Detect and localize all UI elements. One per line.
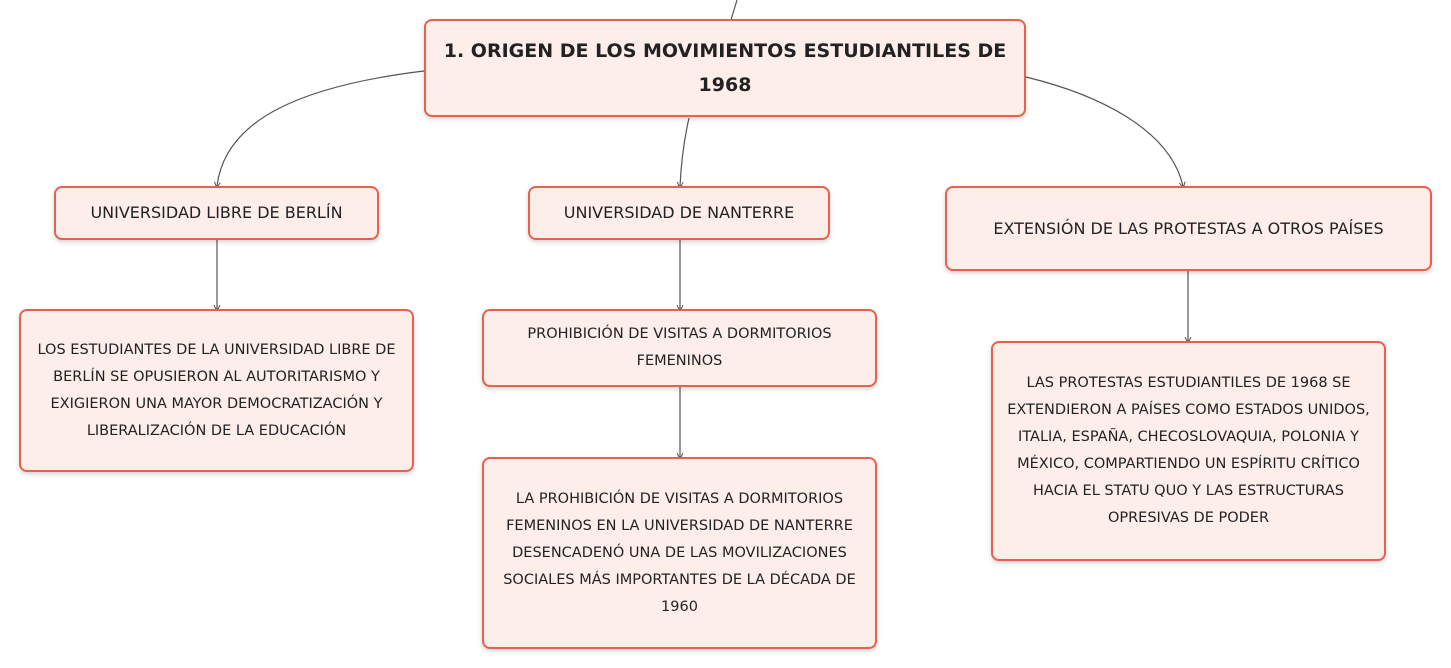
connector-parent-to-root bbox=[731, 0, 737, 20]
topic-label: EXTENSIÓN DE LAS PROTESTAS A OTROS PAÍSES bbox=[993, 218, 1384, 238]
subtopic-berlin-description[interactable] bbox=[19, 309, 414, 472]
root-topic-label: 1. ORIGEN DE LOS MOVIMIENTOS ESTUDIANTILES DE 1968 bbox=[443, 40, 1007, 96]
subtopic-label: PROHIBICIÓN DE VISITAS A DORMITORIOS FEMENINOS bbox=[527, 326, 832, 369]
subtopic-nanterre-description[interactable] bbox=[482, 457, 877, 649]
subtopic-label: LA PROHIBICIÓN DE VISITAS A DORMITORIOS FEMENINOS EN LA UNIVERSIDAD DE NANTERRE DESENCADENÓ UNA DE LAS MOVILIZACIONES SOCIALES MÁS IMPORTANTES DE LA DÉCADA DE 1960 bbox=[503, 490, 856, 615]
connector-root-to-nanterre bbox=[680, 118, 689, 186]
subtopic-prohibicion-visitas[interactable] bbox=[482, 309, 877, 387]
topic-universidad-libre-berlin[interactable] bbox=[54, 186, 379, 240]
topic-label: UNIVERSIDAD DE NANTERRE bbox=[563, 203, 795, 222]
topic-universidad-nanterre[interactable] bbox=[528, 186, 830, 240]
topic-label: UNIVERSIDAD LIBRE DE BERLÍN bbox=[90, 203, 343, 222]
subtopic-label: LOS ESTUDIANTES DE LA UNIVERSIDAD LIBRE DE BERLÍN SE OPUSIERON AL AUTORITARISMO Y EXIGIERON UNA MAYOR DEMOCRATIZACIÓN Y LIBERALIZACIÓN DE LA EDUCACIÓN bbox=[37, 341, 396, 439]
subtopic-extension-description[interactable] bbox=[991, 341, 1386, 561]
subtopic-label: LAS PROTESTAS ESTUDIANTILES DE 1968 SE EXTENDIERON A PAÍSES COMO ESTADOS UNIDOS, ITALIA, ESPAÑA, CHECOSLOVAQUIA, POLONIA Y MÉXICO, COMPARTIENDO UN ESPÍRITU CRÍTICO HACIA EL STATU QUO Y LAS ESTRUCTURAS OPRESIVAS DE PODER bbox=[1007, 375, 1370, 526]
topic-extension-protestas[interactable] bbox=[945, 186, 1432, 271]
root-topic[interactable] bbox=[424, 19, 1026, 117]
connector-root-to-berlin bbox=[217, 71, 424, 186]
connector-root-to-extension bbox=[1026, 77, 1183, 186]
